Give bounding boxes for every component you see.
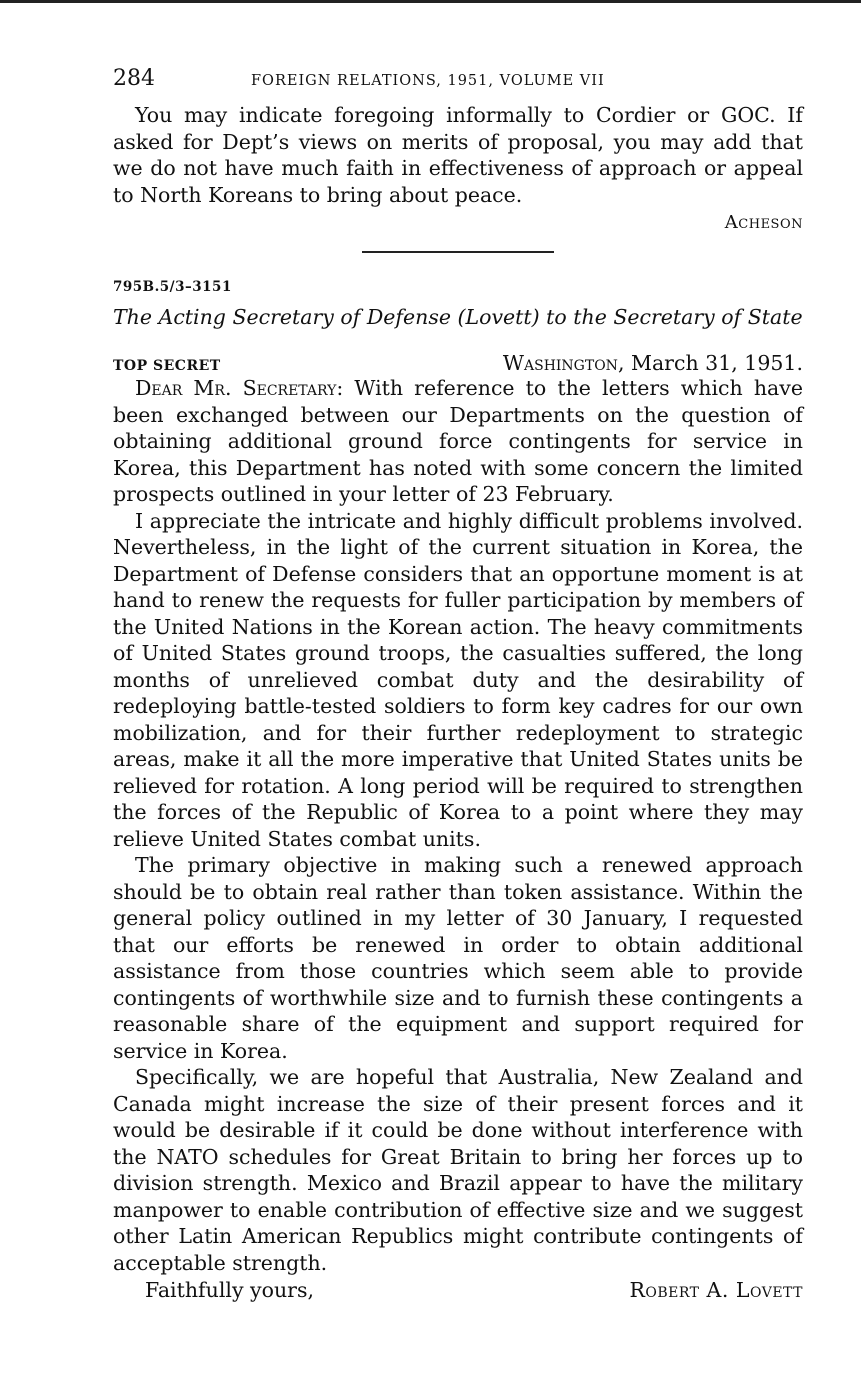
letter-closing [113,1278,803,1302]
place-date-line [503,351,803,375]
salutation: Dear Mr. Secretary [135,376,337,400]
document-file-number: 795B.5/3–3151 [113,279,232,295]
letter-paragraph-1 [113,375,803,508]
classification-label: TOP SECRET [113,358,221,374]
letter-signature: Robert A. Lovett [629,1278,803,1302]
letter-paragraph-1-text: : With reference to the letters which have been exchanged between our Departments on the question of obtaining additional ground force contingents for service in Korea, this Department has noted with some concern the limited prospects outlined in your letter of 23 February. [113,376,803,506]
previous-document-signature: Acheson [724,212,803,233]
document-meta-line [113,351,803,375]
page-top-edge [0,0,861,3]
page-number: 284 [113,66,155,91]
page-header [113,66,803,102]
letter-paragraph-2: I appreciate the intricate and highly difficult problems involved. Nevertheless, in the light of the current situation in Korea, the Department of Defense considers that an opportune moment is at hand to renew the requests for fuller participation by members of the United Nations in the Korean action. The heavy commitments of United States ground troops, the casualties suffered, the long months of unrelieved combat duty and the desirability of redeploying battle-tested soldiers to form key cadres for our own mobilization, and for their further redeployment to strategic areas, make it all the more imperative that United States units be relieved for rotation. A long period will be required to strengthen the forces of the Republic of Korea to a point where they may relieve United States combat units. [113,508,803,851]
document-page [113,66,803,1302]
letter-date: , March 31, 1951. [617,351,803,375]
running-title: FOREIGN RELATIONS, 1951, VOLUME VII [251,73,605,89]
letter-paragraph-4: Specifically, we are hopeful that Australia, New Zealand and Canada might increase the size of their present forces and it would be desirable if it could be done without interference with the NATO schedules for Great Britain to bring her forces up to division strength. Mexico and Brazil appear to have the military manpower to enable contribution of effective size and we suggest other Latin American Republics might contribute contingents of acceptable strength. [113,1065,803,1275]
place-name: Washington [502,351,618,375]
closing-phrase: Faithfully yours, [145,1278,315,1302]
letter-paragraph-3: The primary objective in making such a renewed approach should be to obtain real rather than token assistance. Within the general policy outlined in my letter of 30 January, I requested that our efforts be renewed in order to obtain additional assistance from those countries which seem able to provide contingents of worthwhile size and to furnish these contingents a reasonable share of the equipment and support required for service in Korea. [113,853,803,1063]
section-divider [362,251,554,253]
previous-document-closing-paragraph: You may indicate foregoing informally to Cordier or GOC. If asked for Dept’s views on merits of proposal, you may add that we do not have much faith in effectiveness of approach or appeal to North Koreans to bring about peace. [113,103,803,207]
document-title: The Acting Secretary of Defense (Lovett) to the Secretary of State [113,305,803,329]
